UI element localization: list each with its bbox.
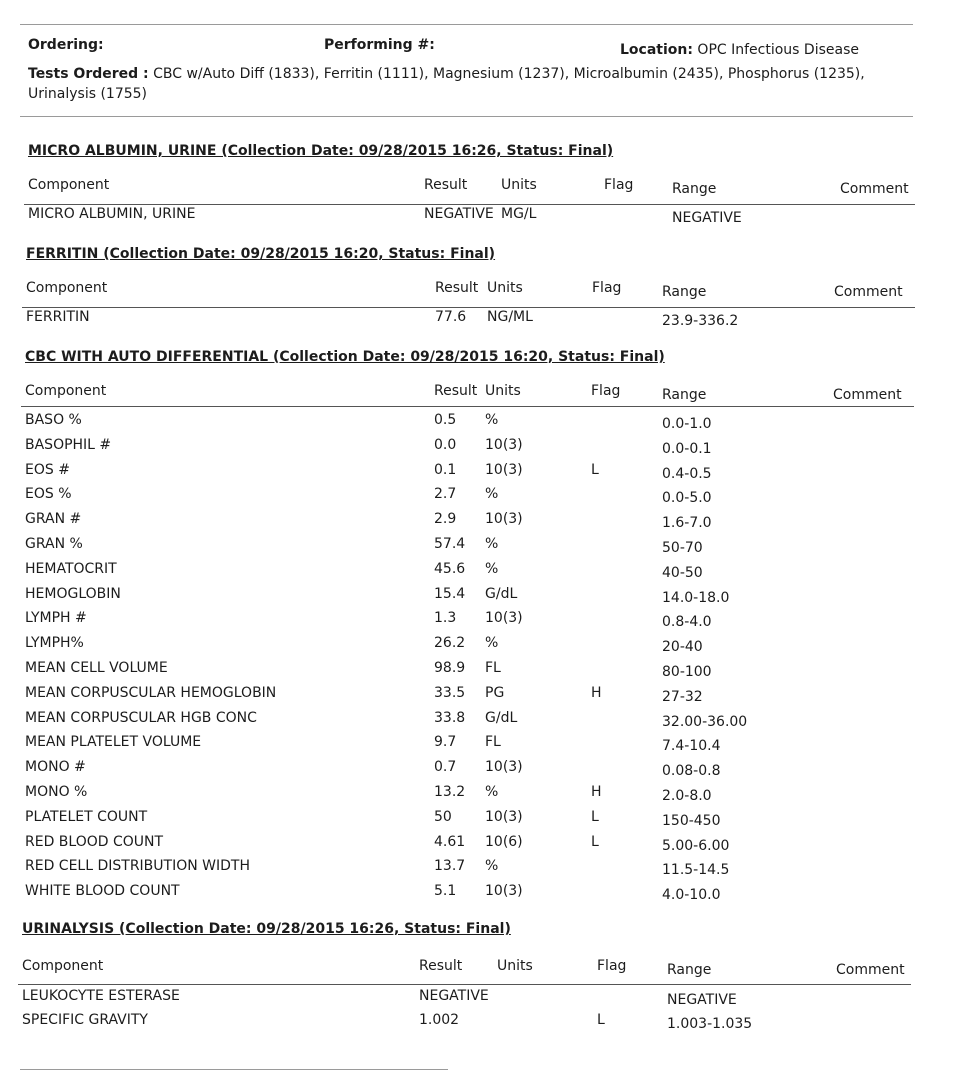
result-component: MICRO ALBUMIN, URINE	[28, 206, 196, 222]
result-units: %	[485, 561, 499, 577]
result-units: G/dL	[485, 586, 518, 602]
result-flag: L	[597, 1012, 605, 1028]
result-result: 0.1	[434, 462, 457, 478]
result-component: MEAN PLATELET VOLUME	[25, 734, 202, 750]
result-flag: L	[591, 462, 599, 478]
section-title: URINALYSIS (Collection Date: 09/28/2015 16:26, Status: Final)	[22, 921, 511, 937]
column-header-units: Units	[497, 958, 533, 974]
result-range: 0.8-4.0	[662, 614, 712, 630]
result-result: 0.7	[434, 759, 457, 775]
result-units: PG	[485, 685, 505, 701]
result-component: GRAN %	[25, 536, 83, 552]
column-header-units: Units	[501, 177, 537, 193]
result-units: 10(3)	[485, 462, 523, 478]
result-flag: L	[591, 834, 599, 850]
result-units: 10(3)	[485, 759, 523, 775]
ordering-label: Ordering:	[28, 37, 104, 53]
result-range: 1.003-1.035	[667, 1016, 753, 1032]
column-header-flag: Flag	[604, 177, 634, 193]
result-range: 80-100	[662, 664, 712, 680]
column-header-range: Range	[662, 387, 707, 403]
location-field	[620, 42, 859, 58]
result-component: HEMATOCRIT	[25, 561, 117, 577]
result-component: BASO %	[25, 412, 82, 428]
section-title: CBC WITH AUTO DIFFERENTIAL (Collection Date: 09/28/2015 16:20, Status: Final)	[25, 349, 665, 365]
result-units: %	[485, 635, 499, 651]
result-range: 0.0-1.0	[662, 416, 712, 432]
result-range: 14.0-18.0	[662, 590, 730, 606]
result-result: NEGATIVE	[424, 206, 494, 222]
result-result: 1.002	[419, 1012, 460, 1028]
bottom-rule	[20, 1069, 448, 1070]
result-result: 4.61	[434, 834, 466, 850]
result-units: 10(6)	[485, 834, 523, 850]
result-component: MEAN CORPUSCULAR HGB CONC	[25, 710, 257, 726]
tests-ordered	[28, 64, 918, 104]
result-range: 2.0-8.0	[662, 788, 712, 804]
result-units: %	[485, 536, 499, 552]
result-range: 0.4-0.5	[662, 466, 712, 482]
result-result: 33.5	[434, 685, 466, 701]
column-header-comment: Comment	[834, 284, 903, 300]
column-header-flag: Flag	[597, 958, 627, 974]
result-units: FL	[485, 660, 501, 676]
column-header-result: Result	[434, 383, 478, 399]
result-flag: H	[591, 784, 602, 800]
result-result: 13.2	[434, 784, 466, 800]
result-range: NEGATIVE	[672, 210, 742, 226]
result-result: 13.7	[434, 858, 466, 874]
column-header-units: Units	[487, 280, 523, 296]
result-result: 57.4	[434, 536, 466, 552]
column-header-comment: Comment	[840, 181, 909, 197]
result-component: SPECIFIC GRAVITY	[22, 1012, 148, 1028]
result-units: 10(3)	[485, 610, 523, 626]
result-result: 50	[434, 809, 452, 825]
result-units: NG/ML	[487, 309, 533, 325]
result-component: WHITE BLOOD COUNT	[25, 883, 180, 899]
result-result: 15.4	[434, 586, 466, 602]
result-result: 1.3	[434, 610, 457, 626]
result-component: LYMPH%	[25, 635, 84, 651]
result-result: 0.5	[434, 412, 457, 428]
result-range: 32.00-36.00	[662, 714, 748, 730]
result-result: 0.0	[434, 437, 457, 453]
result-range: 50-70	[662, 540, 703, 556]
table-header-rule	[18, 984, 911, 985]
result-result: NEGATIVE	[419, 988, 489, 1004]
column-header-comment: Comment	[836, 962, 905, 978]
result-component: EOS %	[25, 486, 72, 502]
tests-ordered-value: CBC w/Auto Diff (1833), Ferritin (1111), Magnesium (1237), Microalbumin (2435), Phosphorus (1235), Urinalysis (1755)	[28, 66, 865, 102]
result-range: 4.0-10.0	[662, 887, 721, 903]
column-header-component: Component	[25, 383, 107, 399]
result-component: MEAN CORPUSCULAR HEMOGLOBIN	[25, 685, 277, 701]
result-units: FL	[485, 734, 501, 750]
result-range: NEGATIVE	[667, 992, 737, 1008]
performing-label: Performing #:	[324, 37, 435, 53]
column-header-range: Range	[662, 284, 707, 300]
result-result: 77.6	[435, 309, 467, 325]
result-range: 0.0-5.0	[662, 490, 712, 506]
result-units: %	[485, 486, 499, 502]
result-result: 2.7	[434, 486, 457, 502]
column-header-flag: Flag	[592, 280, 622, 296]
table-header-rule	[21, 406, 914, 407]
result-component: LYMPH #	[25, 610, 87, 626]
section-title: FERRITIN (Collection Date: 09/28/2015 16:20, Status: Final)	[26, 246, 496, 262]
top-rule	[20, 24, 913, 25]
result-range: 1.6-7.0	[662, 515, 712, 531]
column-header-comment: Comment	[833, 387, 902, 403]
section-title: MICRO ALBUMIN, URINE (Collection Date: 09/28/2015 16:26, Status: Final)	[28, 143, 614, 159]
result-result: 2.9	[434, 511, 457, 527]
result-range: 27-32	[662, 689, 703, 705]
column-header-result: Result	[419, 958, 463, 974]
result-component: MONO #	[25, 759, 86, 775]
column-header-component: Component	[28, 177, 110, 193]
result-range: 0.0-0.1	[662, 441, 712, 457]
location-label: Location:	[620, 42, 693, 58]
column-header-component: Component	[22, 958, 104, 974]
result-range: 20-40	[662, 639, 703, 655]
result-component: RED CELL DISTRIBUTION WIDTH	[25, 858, 250, 874]
column-header-flag: Flag	[591, 383, 621, 399]
result-units: 10(3)	[485, 511, 523, 527]
result-units: %	[485, 858, 499, 874]
column-header-component: Component	[26, 280, 108, 296]
result-units: 10(3)	[485, 437, 523, 453]
result-component: RED BLOOD COUNT	[25, 834, 164, 850]
result-range: 11.5-14.5	[662, 862, 730, 878]
result-component: MONO %	[25, 784, 88, 800]
result-component: BASOPHIL #	[25, 437, 112, 453]
result-units: G/dL	[485, 710, 518, 726]
result-range: 0.08-0.8	[662, 763, 721, 779]
location-value: OPC Infectious Disease	[697, 42, 859, 58]
result-units: %	[485, 784, 499, 800]
result-range: 40-50	[662, 565, 703, 581]
result-result: 26.2	[434, 635, 466, 651]
result-result: 9.7	[434, 734, 457, 750]
result-component: LEUKOCYTE ESTERASE	[22, 988, 180, 1004]
result-component: PLATELET COUNT	[25, 809, 148, 825]
column-header-range: Range	[672, 181, 717, 197]
result-flag: H	[591, 685, 602, 701]
result-result: 98.9	[434, 660, 466, 676]
result-component: MEAN CELL VOLUME	[25, 660, 168, 676]
column-header-result: Result	[424, 177, 468, 193]
result-range: 7.4-10.4	[662, 738, 721, 754]
result-range: 5.00-6.00	[662, 838, 730, 854]
result-result: 33.8	[434, 710, 466, 726]
result-units: %	[485, 412, 499, 428]
result-component: HEMOGLOBIN	[25, 586, 121, 602]
result-flag: L	[591, 809, 599, 825]
column-header-result: Result	[435, 280, 479, 296]
result-range: 150-450	[662, 813, 721, 829]
result-component: FERRITIN	[26, 309, 90, 325]
result-component: GRAN #	[25, 511, 82, 527]
header-rule	[20, 116, 913, 117]
result-result: 45.6	[434, 561, 466, 577]
result-result: 5.1	[434, 883, 457, 899]
column-header-range: Range	[667, 962, 712, 978]
column-header-units: Units	[485, 383, 521, 399]
result-units: 10(3)	[485, 883, 523, 899]
result-units: 10(3)	[485, 809, 523, 825]
table-header-rule	[24, 204, 915, 205]
result-range: 23.9-336.2	[662, 313, 739, 329]
result-units: MG/L	[501, 206, 537, 222]
table-header-rule	[22, 307, 915, 308]
tests-ordered-label: Tests Ordered :	[28, 66, 149, 82]
result-component: EOS #	[25, 462, 70, 478]
